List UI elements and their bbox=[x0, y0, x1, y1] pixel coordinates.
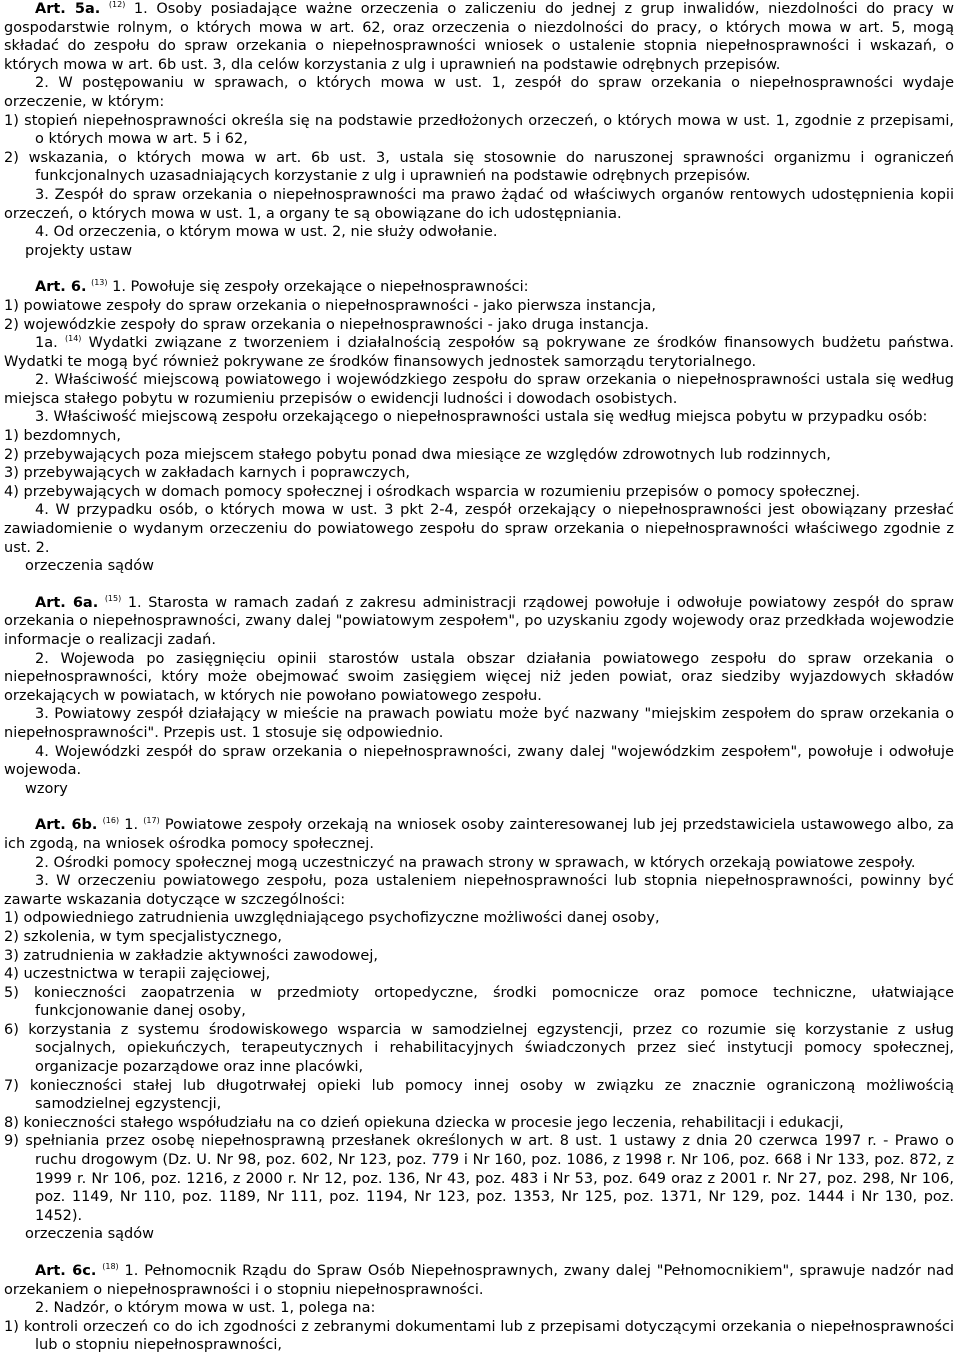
art-5a-para-4: 4. Od orzeczenia, o którym mowa w ust. 2, nie służy odwołanie. bbox=[35, 224, 498, 241]
art-6a-heading: Art. 6a. bbox=[35, 594, 99, 611]
art-5a-para-1: Art. 5a. $^{(12)}$ 1. Osoby posiadające ważne orzeczenia o zaliczeniu do jednej z grup inwalidów, niezdolności do pracy w gospodarstwie rolnym, o których mowa w art. 62, oraz orzeczenia o niezdolności do pracy, o których mowa w art. 5, mogą składać do zespołu do spraw orzekania o niepełnosprawności wniosek o ustalenie stopnia niepełnosprawności i wskazań, o których mowa w art. 6b ust. 3, dla celów korzystania z ulg i uprawnień na podstawie odrębnych przepisów. bbox=[4, 0, 955, 73]
art-6-para-2: 2. Właściwość miejscową powiatowego i wojewódzkiego zespołu do spraw orzekania o niepełnosprawności ustala się według miejsca stałego pobytu w rozumieniu przepisów o ewidencji ludności i dowodach osobistych. bbox=[4, 372, 954, 407]
footnote-ref[interactable]: (13) bbox=[91, 278, 108, 288]
art-6a-para-4: 4. Wojewódzki zespół do spraw orzekania o niepełnosprawności, zwany dalej "wojewódzkim zespołem", powołuje i odwołuje wojewoda. bbox=[4, 743, 954, 779]
list-item: 3) zatrudnienia w zakładzie aktywności zawodowej, bbox=[4, 947, 378, 964]
footnote-ref[interactable]: (16) bbox=[102, 816, 120, 826]
link-orzeczenia-sadow[interactable]: orzeczenia sądów bbox=[25, 558, 154, 575]
art-6-para-3: 3. Właściwość miejscową zespołu orzekającego o niepełnosprawności ustala się według miejsca pobytu w przypadku osób: bbox=[35, 409, 928, 426]
list-item: 2) przebywających poza miejscem stałego pobytu ponad dwa miesiące ze względów zdrowotnych lub rodzinnych, bbox=[4, 446, 831, 463]
footnote-ref[interactable]: (17) bbox=[143, 816, 160, 826]
related-link[interactable] bbox=[4, 242, 954, 261]
footnote-ref[interactable]: (15) bbox=[104, 593, 122, 603]
list-item: 2) wojewódzkie zespoły do spraw orzekania o niepełnosprawności - jako druga instancja. bbox=[4, 316, 649, 333]
list-item: 1) odpowiedniego zatrudnienia uwzględniającego psychofizyczne możliwości danej osoby, bbox=[4, 910, 660, 927]
art-5a-para-3: 3. Zespół do spraw orzekania o niepełnosprawności ma prawo żądać od właściwych organów rentowych udostępnienia kopii orzeczeń, o których mowa w ust. 1, a organy te są obowiązane do ich udostępniania. bbox=[4, 186, 954, 222]
art-6a-para-2: 2. Wojewoda po zasięgnięciu opinii starostów ustala obszar działania powiatowego zespołu do spraw orzekania o niepełnosprawności, który może obejmować swoim zasięgiem więcej niż jeden powiat, oraz siedziby wyjazdowych składów orzekających w powiatach, w których nie powołano powiatowego zespołu. bbox=[4, 650, 954, 704]
art-6c-para-1: Art. 6c. $^{(18)}$ 1. Pełnomocnik Rządu do Spraw Osób Niepełnosprawnych, zwany dalej "Pełnomocnikiem", sprawuje nadzór nad orzekaniem o niepełnosprawności i o stopniu niepełnosprawności. bbox=[4, 1262, 954, 1298]
list-item: 1) bezdomnych, bbox=[4, 428, 121, 445]
link-orzeczenia-sadow[interactable]: orzeczenia sądów bbox=[25, 1226, 154, 1243]
list-item: 4) uczestnictwa w terapii zajęciowej, bbox=[4, 966, 271, 983]
list-item: 3) przebywających w zakładach karnych i poprawczych, bbox=[4, 465, 411, 482]
list-item: 1) powiatowe zespoły do spraw orzekania o niepełnosprawności - jako pierwsza instancja, bbox=[4, 297, 657, 314]
art-6-para-4: 4. W przypadku osób, o których mowa w ust. 3 pkt 2-4, zespół orzekający o niepełnosprawności jest obowiązany przesłać zawiadomienie o wydanym orzeczeniu do powiatowego zespołu do spraw orzekania o niepełnosprawności właściwego zgodnie z ust. 2. bbox=[4, 502, 954, 556]
footnote-ref[interactable]: (18) bbox=[102, 1262, 119, 1271]
list-item: 9) spełniania przez osobę niepełnosprawną przesłanek określonych w art. 8 ust. 1 ustawy z dnia 20 czerwca 1997 r. - Prawo o ruchu drogowym (Dz. U. Nr 98, poz. 602, Nr 123, poz. 779 i Nr 160, poz. 1086, z 1998 r. Nr 106, poz. 668 i Nr 133, poz. 872, z 1999 r. Nr 106, poz. 1216, z 2000 r. Nr 12, poz. 136, Nr 43, poz. 483 i Nr 53, poz. 649 oraz z 2001 r. Nr 27, poz. 298, Nr 106, poz. 1149, Nr 110, poz. 1189, Nr 111, poz. 1194, Nr 123, poz. 1353, Nr 125, poz. 1371, Nr 129, poz. 1444 i Nr 130, poz. 1452). bbox=[4, 1133, 954, 1224]
list-item: 2) szkolenia, w tym specjalistycznego, bbox=[4, 928, 282, 945]
related-link[interactable] bbox=[4, 557, 954, 576]
list-item: 7) konieczności stałej lub długotrwałej opieki lub pomocy innej osoby w związku ze znacznie ograniczoną możliwością samodzielnej egzystencji, bbox=[4, 1077, 954, 1113]
art-5a-para-2: 2. W postępowaniu w sprawach, o których mowa w ust. 1, zespół do spraw orzekania o niepełnosprawności wydaje orzeczenie, w którym: bbox=[4, 75, 954, 110]
list-item: 5) konieczności zaopatrzenia w przedmioty ortopedyczne, środki pomocnicze oraz pomoce techniczne, ułatwiające funkcjonowanie danej osoby, bbox=[4, 984, 954, 1020]
art-5a-heading: Art. 5a. bbox=[35, 1, 101, 17]
list-item: 1) stopień niepełnosprawności określa się na podstawie przedłożonych orzeczeń, o których mowa w ust. 1, zgodnie z przepisami, o których mowa w art. 5 i 62, bbox=[4, 112, 954, 148]
art-6c-para-2: 2. Nadzór, o którym mowa w ust. 1, polega na: bbox=[35, 1300, 376, 1317]
art-6b-para-2: 2. Ośrodki pomocy społecznej mogą uczestniczyć na prawach strony w sprawach, w których orzekają powiatowe zespoły. bbox=[35, 854, 916, 871]
art-6c-heading: Art. 6c. bbox=[35, 1263, 97, 1279]
art-6-heading: Art. 6. bbox=[35, 279, 87, 296]
art-6b-para-3: 3. W orzeczeniu powiatowego zespołu, poza ustaleniem niepełnosprawności lub stopnia niepełnosprawności, powinny być zawarte wskazania dotyczące w szczególności: bbox=[4, 873, 954, 908]
footnote-ref[interactable]: (12) bbox=[108, 0, 126, 9]
art-6-para-1a: 1a. $^{(14)}$ Wydatki związane z tworzeniem i działalnością zespołów są pokrywane ze środków finansowych budżetu państwa. Wydatki te mogą być również pokrywane ze środków finansowych jednostek samorządu terytorialnego. bbox=[4, 334, 954, 370]
list-item: 6) korzystania z systemu środowiskowego wsparcia w samodzielnej egzystencji, przez co rozumie się korzystanie z usług socjalnych, opiekuńczych, terapeutycznych i rehabilitacyjnych świadczonych przez sieć instytucji pomocy społecznej, organizacje pozarządowe oraz inne placówki, bbox=[4, 1021, 954, 1076]
related-link[interactable] bbox=[4, 1225, 954, 1244]
list-item: 1) kontroli orzeczeń co do ich zgodności z zebranymi dokumentami lub z przepisami dotyczącymi orzekania o niepełnosprawności lub o stopniu niepełnosprawności, bbox=[4, 1318, 954, 1354]
related-link[interactable] bbox=[4, 780, 954, 799]
link-wzory[interactable]: wzory bbox=[25, 780, 68, 797]
art-6a-para-1: Art. 6a. $^{(15)}$ 1. Starosta w ramach zadań z zakresu administracji rządowej powołuje i odwołuje powiatowy zespół do spraw orzekania o niepełnosprawności, zwany dalej "powiatowym zespołem", po uzyskaniu zgody wojewody oraz przedkłada wojewodzie informacje o realizacji zadań. bbox=[4, 593, 954, 648]
list-item: 2) wskazania, o których mowa w art. 6b ust. 3, ustala się stosownie do naruszonej sprawności organizmu i ograniczeń funkcjonalnych uzasadniających korzystanie z ulg i uprawnień na podstawie odrębnych przepisów. bbox=[4, 149, 954, 185]
art-6b-para-1: Art. 6b. $^{(16)}$ 1. $^{(17)}$ Powiatowe zespoły orzekają na wniosek osoby zainteresowanej lub jej przedstawiciela ustawowego albo, za ich zgodą, na wniosek ośrodka pomocy społecznej. bbox=[4, 816, 954, 852]
list-item: 4) przebywających w domach pomocy społecznej i ośrodkach wsparcia w rozumieniu przepisów o pomocy społecznej. bbox=[4, 483, 861, 500]
art-6a-para-3: 3. Powiatowy zespół działający w mieście na prawach powiatu może być nazwany "miejskim zespołem do spraw orzekania o niepełnosprawności". Przepis ust. 1 stosuje się odpowiednio. bbox=[4, 706, 954, 741]
footnote-ref[interactable]: (14) bbox=[65, 334, 82, 344]
link-projekty-ustaw[interactable]: projekty ustaw bbox=[25, 242, 133, 259]
art-6-para-1: Art. 6. $^{(13)}$ 1. Powołuje się zespoły orzekające o niepełnosprawności: bbox=[35, 278, 529, 296]
list-item: 8) konieczności stałego współudziału na co dzień opiekuna dziecka w procesie jego leczenia, rehabilitacji i edukacji, bbox=[4, 1114, 844, 1131]
art-6b-heading: Art. 6b. bbox=[35, 817, 98, 834]
